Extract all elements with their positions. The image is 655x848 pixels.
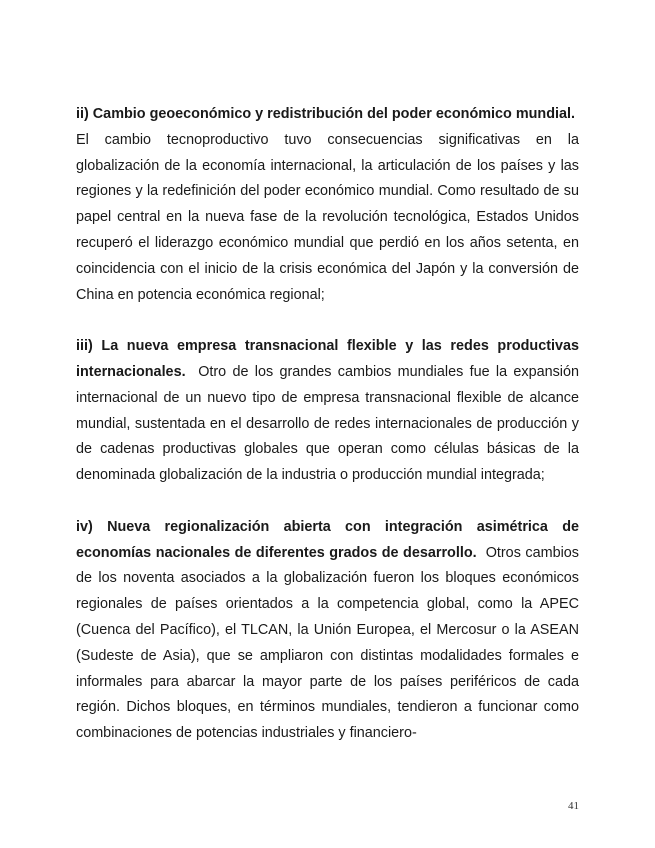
paragraph-text: Otro de los grandes cambios mundiales fue la expansión internacional de un nuevo tipo de empresa transnacional flexible de alcance mundial, sustentada en el desarrollo de redes internacionales de producción y de cadenas productivas globales que operan como células básicas de la denominada globalización de la industria o producción mundial integrada; xyxy=(76,363,579,484)
paragraph-text: El cambio tecnoproductivo tuvo consecuencias significativas en la globalización de la economía internacional, la articulación de los países y las regiones y la redefinición del poder económico mundial. Como resultado de su papel central en la nueva fase de la revolución tecnológica, Estados Unidos recuperó el liderazgo económico mundial que perdió en los años setenta, en coincidencia con el inicio de la crisis económica del Japón y la conversión de China en potencia económica regional; xyxy=(76,131,579,303)
paragraph-heading: iii) La nueva empresa transnacional flexible y las redes productivas internacionales. xyxy=(76,338,579,380)
page-number: 41 xyxy=(568,800,579,812)
paragraph-iii xyxy=(76,334,579,489)
paragraph-iv xyxy=(76,515,579,747)
paragraph-heading: ii) Cambio geoeconómico y redistribución del poder económico mundial. xyxy=(76,106,575,122)
paragraph-text: Otros cambios de los noventa asociados a la globalización fueron los bloques económicos regionales de países orientados a la competencia global, como la APEC (Cuenca del Pacífico), el TLCAN, la Unión Europea, el Mercosur o la ASEAN (Sudeste de Asia), que se ampliaron con distintas modalidades formales e informales para abarcar la mayor parte de los países periféricos de cada región. Dichos bloques, en términos mundiales, tendieron a funcionar como combinaciones de potencias industriales y financiero- xyxy=(76,544,579,742)
paragraph-heading: iv) Nueva regionalización abierta con integración asimétrica de economías nacionales de diferentes grados de desarrollo. xyxy=(76,518,579,561)
paragraph-ii xyxy=(76,102,579,308)
document-body xyxy=(76,102,579,747)
